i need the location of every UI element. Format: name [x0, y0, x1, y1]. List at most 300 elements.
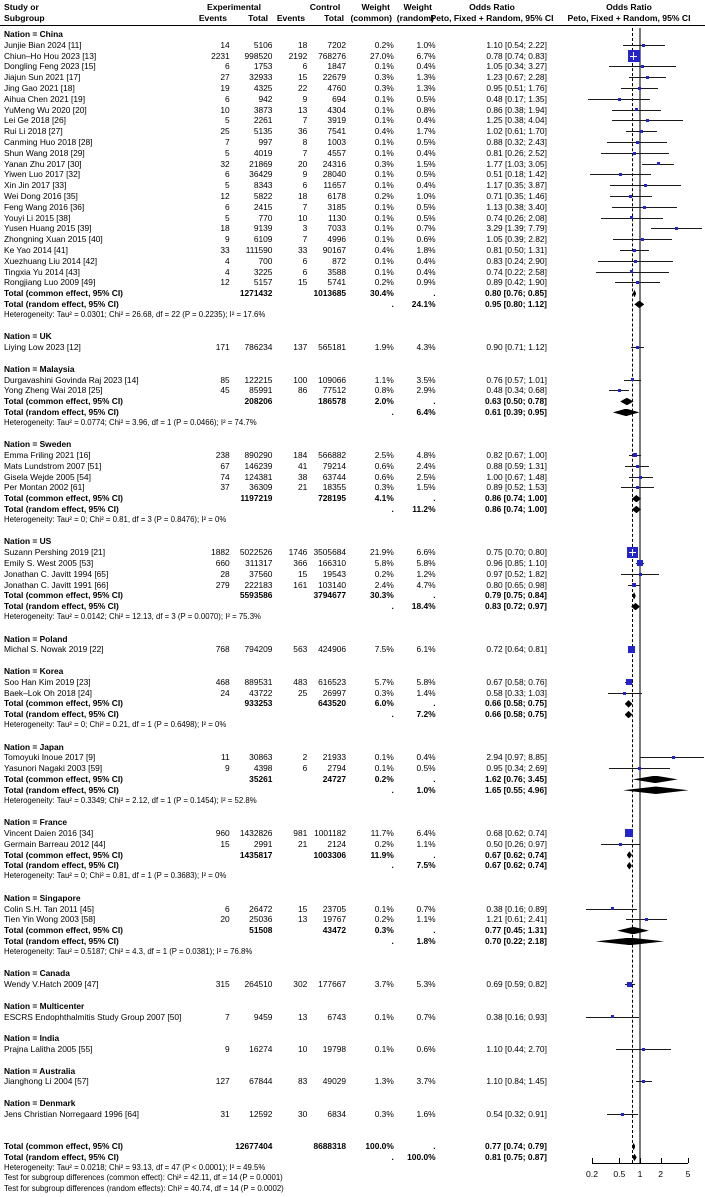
weight-common: 0.2%	[374, 568, 394, 579]
odds-ratio-text: 0.95 [0.51; 1.76]	[486, 82, 547, 93]
header-events-control: Events	[276, 13, 305, 23]
total-experimental: 1432826	[239, 827, 273, 838]
study-row	[0, 763, 705, 774]
events-experimental: 12	[220, 277, 230, 288]
odds-ratio-text: 1.10 [0.84; 1.45]	[486, 1076, 547, 1087]
plot-cell	[549, 482, 705, 493]
total-label: Total (random effect, 95% CI)	[4, 601, 119, 612]
total-experimental: 5135	[253, 126, 273, 137]
plot-cell	[549, 267, 705, 278]
effect-square	[627, 982, 632, 987]
total-experimental: 208206	[244, 396, 273, 407]
group-header-row	[0, 536, 705, 547]
weight-random: 1.8%	[416, 244, 436, 255]
plot-cell	[549, 407, 705, 418]
study-label: Mats Lundstrom 2007 [51]	[4, 460, 102, 471]
events-experimental: 660	[215, 558, 230, 569]
group-header-row	[0, 29, 705, 40]
effect-square	[643, 206, 646, 209]
study-row	[0, 547, 705, 558]
study-label: Rui Li 2018 [27]	[4, 126, 63, 137]
study-label: Yiwen Luo 2017 [32]	[4, 169, 81, 180]
effect-square	[638, 87, 641, 90]
events-control: 6	[302, 180, 308, 191]
spacer-row	[0, 655, 705, 666]
subgroup-total-row	[0, 504, 705, 515]
weight-random: 1.5%	[416, 158, 436, 169]
events-control: 13	[297, 914, 308, 925]
events-experimental: 468	[215, 676, 230, 687]
odds-ratio-text: 1.65 [0.55; 4.96]	[484, 784, 547, 795]
plot-cell	[549, 256, 705, 267]
study-label: Jiajun Sun 2021 [17]	[4, 72, 81, 83]
group-name: Nation = Canada	[4, 968, 70, 979]
weight-random: 0.4%	[416, 255, 436, 266]
heterogeneity-note: Heterogeneity: Tau² = 0.0142; Chi² = 12.13, df = 3 (P = 0.0070); I² = 75.3%	[4, 612, 261, 622]
events-control	[272, 299, 307, 310]
study-label: Gisela Wejde 2005 [54]	[4, 471, 91, 482]
plot-cell	[549, 342, 705, 353]
x-axis-tick	[592, 1158, 593, 1163]
total-control	[307, 299, 346, 310]
events-control: 21	[297, 482, 308, 493]
odds-ratio-text: 0.95 [0.80; 1.12]	[484, 298, 547, 309]
study-label: Feng Wang 2016 [36]	[4, 201, 85, 212]
events-experimental: 85	[220, 374, 230, 385]
plot-cell	[549, 450, 705, 461]
total-control	[307, 1152, 346, 1163]
events-experimental: 10	[220, 104, 230, 115]
study-row	[0, 40, 705, 51]
total-experimental: 3873	[253, 104, 273, 115]
plot-cell	[549, 40, 705, 51]
weight-random: 1.7%	[416, 126, 436, 137]
total-experimental: 1197219	[240, 493, 273, 504]
events-control: 15	[297, 72, 308, 83]
odds-ratio-text: 0.81 [0.75; 0.87]	[484, 1151, 547, 1162]
total-experimental: 770	[258, 212, 273, 223]
study-label: Colin S.H. Tan 2011 [45]	[4, 903, 95, 914]
plot-cell	[549, 580, 705, 591]
study-label: Tien Yin Wong 2003 [58]	[4, 914, 96, 925]
total-experimental: 146239	[244, 460, 273, 471]
study-row	[0, 688, 705, 699]
study-label: Emma Friling 2021 [16]	[4, 450, 91, 461]
total-control: 103140	[318, 579, 347, 590]
weight-random: 4.8%	[416, 450, 436, 461]
study-row	[0, 94, 705, 105]
total-control: 643520	[318, 698, 347, 709]
total-experimental: 12592	[249, 1108, 273, 1119]
total-label: Total (random effect, 95% CI)	[4, 860, 119, 871]
total-experimental: 25036	[249, 914, 273, 925]
events-control: 41	[297, 460, 308, 471]
study-label: Chiun–Ho Hou 2023 [13]	[4, 50, 97, 61]
study-label: Xuezhuang Liu 2014 [42]	[4, 255, 98, 266]
weight-random: .	[433, 396, 436, 407]
spacer-row	[0, 526, 705, 537]
events-experimental: 19	[220, 82, 230, 93]
spacer-row	[0, 623, 705, 634]
study-row	[0, 558, 705, 569]
group-header-row	[0, 1033, 705, 1044]
total-experimental: 997	[258, 136, 273, 147]
pooled-diamond	[617, 927, 649, 935]
effect-square	[630, 216, 633, 219]
weight-common: 0.1%	[374, 169, 394, 180]
group-name: Nation = Denmark	[4, 1097, 76, 1108]
weight-random: 3.5%	[416, 374, 436, 385]
weight-random: 5.3%	[416, 979, 436, 990]
total-control: 1001182	[314, 827, 347, 838]
total-experimental	[230, 709, 273, 720]
study-row	[0, 256, 705, 267]
weight-random: 0.5%	[416, 136, 436, 147]
events-experimental: 67	[220, 460, 230, 471]
weight-common: 0.1%	[374, 255, 394, 266]
odds-ratio-text: 0.79 [0.75; 0.84]	[484, 590, 547, 601]
study-label: Canming Huo 2018 [28]	[4, 136, 93, 147]
events-control	[272, 601, 307, 612]
total-experimental: 222183	[244, 579, 273, 590]
study-row	[0, 580, 705, 591]
events-control: 483	[293, 676, 308, 687]
header-events-experimental: Events	[198, 13, 227, 23]
pooled-diamond	[596, 938, 664, 946]
study-label: Youyi Li 2015 [38]	[4, 212, 71, 223]
events-experimental: 9	[225, 234, 230, 245]
x-axis-label: 2	[658, 1169, 664, 1179]
plot-cell	[549, 169, 705, 180]
header-total-control: Total	[324, 13, 344, 23]
plot-cell	[549, 72, 705, 83]
study-row	[0, 1012, 705, 1023]
weight-common: .	[391, 298, 394, 309]
subgroup-total-row	[0, 785, 705, 796]
events-experimental: 315	[215, 979, 230, 990]
odds-ratio-text: 0.63 [0.50; 0.78]	[484, 396, 547, 407]
total-control: 1013685	[313, 288, 347, 299]
events-experimental	[199, 774, 230, 785]
header-control: Control	[309, 2, 341, 12]
weight-random: 0.5%	[416, 212, 436, 223]
pooled-diamond	[634, 301, 644, 309]
weight-common: 0.1%	[374, 1043, 394, 1054]
weight-random: 7.5%	[416, 860, 436, 871]
x-axis-label: 1	[637, 1169, 643, 1179]
events-control	[272, 925, 307, 936]
total-experimental: 37560	[249, 568, 273, 579]
study-row	[0, 137, 705, 148]
effect-square	[632, 583, 636, 587]
events-control	[272, 860, 307, 871]
odds-ratio-text: 0.70 [0.22; 2.18]	[484, 935, 547, 946]
events-control: 9	[302, 169, 308, 180]
events-experimental: 7	[225, 136, 230, 147]
total-control: 3185	[327, 201, 347, 212]
events-experimental	[199, 936, 230, 947]
total-control: 79214	[322, 460, 347, 471]
events-experimental: 5	[225, 212, 230, 223]
pooled-diamond	[632, 592, 636, 600]
study-row	[0, 1044, 705, 1055]
total-experimental: 43722	[249, 687, 273, 698]
study-label: Jonathan C. Javitt 1994 [65]	[4, 568, 109, 579]
total-experimental: 67844	[249, 1076, 273, 1087]
events-control: 7	[302, 147, 308, 158]
study-row	[0, 223, 705, 234]
pooled-diamond	[632, 495, 641, 503]
study-label: Durgavashini Govinda Raj 2023 [14]	[4, 374, 139, 385]
study-row	[0, 191, 705, 202]
total-control	[307, 601, 346, 612]
total-experimental: 36429	[249, 169, 273, 180]
odds-ratio-text: 0.86 [0.38; 1.94]	[486, 104, 547, 115]
total-control	[307, 785, 346, 796]
effect-square	[618, 98, 621, 101]
study-row	[0, 828, 705, 839]
weight-common: 2.0%	[374, 396, 394, 407]
events-control: 9	[302, 93, 308, 104]
total-control: 28040	[322, 169, 347, 180]
study-label: Suzann Pershing 2019 [21]	[4, 547, 106, 558]
weight-common: 0.3%	[374, 925, 394, 936]
weight-common: 5.7%	[374, 676, 394, 687]
group-name: Nation = India	[4, 1033, 60, 1044]
odds-ratio-text: 0.50 [0.26; 0.97]	[486, 838, 547, 849]
total-control: 21933	[322, 752, 347, 763]
test-subgroup-random-note: Test for subgroup differences (random effects): Chi² = 40.74, df = 14 (P = 0.0002)	[4, 1184, 284, 1194]
odds-ratio-text: 1.05 [0.39; 2.82]	[486, 234, 547, 245]
plot-cell	[549, 763, 705, 774]
effect-square	[636, 141, 639, 144]
total-experimental: 21869	[249, 158, 273, 169]
plot-cell	[549, 472, 705, 483]
weight-common: 5.8%	[374, 558, 394, 569]
heterogeneity-note: Heterogeneity: Tau² = 0.3349; Chi² = 2.12, df = 1 (P = 0.1454); I² = 52.8%	[4, 795, 257, 805]
pooled-diamond	[633, 290, 637, 298]
events-control: 38	[297, 471, 308, 482]
effect-square	[633, 249, 636, 252]
weight-random: 2.4%	[416, 460, 436, 471]
group-header-row	[0, 1098, 705, 1109]
odds-ratio-text: 0.67 [0.62; 0.74]	[484, 849, 547, 860]
odds-ratio-text: 0.83 [0.72; 0.97]	[484, 601, 547, 612]
total-control: 7541	[327, 126, 347, 137]
effect-square	[646, 119, 649, 122]
group-header-row	[0, 634, 705, 645]
subgroup-total-row	[0, 407, 705, 418]
events-experimental	[199, 590, 230, 601]
total-control: 26997	[322, 687, 347, 698]
study-label: Tingxia Yu 2014 [43]	[4, 266, 80, 277]
weight-common: 0.8%	[374, 385, 394, 396]
pooled-diamond	[633, 776, 678, 784]
subgroup-total-row	[0, 493, 705, 504]
study-row	[0, 126, 705, 137]
pooled-diamond	[620, 398, 633, 406]
spacer-row	[0, 1087, 705, 1098]
group-header-row	[0, 893, 705, 904]
study-row	[0, 61, 705, 72]
study-row	[0, 180, 705, 191]
total-control: 24727	[322, 773, 347, 784]
effect-square	[629, 195, 632, 198]
odds-ratio-text: 1.21 [0.61; 2.41]	[486, 914, 547, 925]
study-row	[0, 839, 705, 850]
weight-common: .	[391, 1151, 394, 1162]
effect-square	[621, 1113, 624, 1116]
weight-random: .	[433, 590, 436, 601]
events-experimental: 12	[220, 190, 230, 201]
heterogeneity-row	[0, 720, 705, 731]
weight-common: 11.7%	[370, 827, 394, 838]
spacer-row	[0, 1119, 705, 1130]
study-row	[0, 677, 705, 688]
events-experimental: 14	[220, 39, 230, 50]
total-control	[307, 504, 346, 515]
weight-random: 1.6%	[416, 1108, 436, 1119]
study-row	[0, 342, 705, 353]
plot-cell	[549, 299, 705, 310]
subgroup-total-row	[0, 590, 705, 601]
weight-random: 6.1%	[416, 644, 436, 655]
weight-common: 0.1%	[374, 266, 394, 277]
events-experimental	[199, 925, 230, 936]
study-label: Per Montan 2002 [61]	[4, 482, 85, 493]
plot-cell	[549, 148, 705, 159]
total-experimental: 9459	[253, 1011, 273, 1022]
study-label: Michal S. Nowak 2019 [22]	[4, 644, 104, 655]
study-row	[0, 159, 705, 170]
group-header-row	[0, 968, 705, 979]
weight-random: 3.7%	[416, 1076, 436, 1087]
plot-cell	[549, 223, 705, 234]
total-control: 768276	[318, 50, 347, 61]
total-experimental	[230, 860, 273, 871]
total-control: 19543	[322, 568, 347, 579]
total-control: 3505684	[313, 547, 347, 558]
study-row	[0, 105, 705, 116]
events-control: 13	[297, 1011, 308, 1022]
weight-common: 2.5%	[374, 450, 394, 461]
total-experimental: 889531	[244, 676, 273, 687]
weight-common: .	[391, 709, 394, 720]
group-header-row	[0, 331, 705, 342]
total-experimental: 12677404	[235, 1141, 273, 1152]
effect-square	[633, 453, 637, 457]
total-control: 11657	[323, 180, 347, 191]
subgroup-total-row	[0, 299, 705, 310]
total-experimental	[230, 407, 273, 418]
study-label: Jianghong Li 2004 [57]	[4, 1076, 89, 1087]
odds-ratio-text: 0.77 [0.45; 1.31]	[484, 925, 547, 936]
plot-cell	[549, 385, 705, 396]
total-label: Total (common effect, 95% CI)	[4, 925, 123, 936]
odds-ratio-text: 0.95 [0.34; 2.69]	[486, 763, 547, 774]
study-row	[0, 461, 705, 472]
odds-ratio-text: 0.86 [0.74; 1.00]	[484, 493, 547, 504]
weight-random: 1.0%	[416, 39, 436, 50]
odds-ratio-text: 0.81 [0.26; 2.52]	[486, 147, 547, 158]
total-control: 43472	[322, 925, 347, 936]
odds-ratio-text: 0.69 [0.59; 0.82]	[486, 979, 547, 990]
total-experimental: 264510	[244, 979, 273, 990]
effect-square	[641, 65, 644, 68]
odds-ratio-text: 0.86 [0.74; 1.00]	[484, 504, 547, 515]
events-control: 25	[297, 687, 308, 698]
events-control: 366	[293, 558, 308, 569]
weight-random: 0.9%	[416, 277, 436, 288]
total-experimental: 786234	[244, 342, 273, 353]
events-experimental	[199, 299, 230, 310]
total-experimental: 933253	[244, 698, 273, 709]
subgroup-total-row	[0, 925, 705, 936]
spacer-row	[0, 731, 705, 742]
weight-common: .	[391, 601, 394, 612]
weight-common: 0.1%	[374, 147, 394, 158]
weight-common: 30.4%	[370, 288, 394, 299]
odds-ratio-text: 0.96 [0.85; 1.10]	[486, 558, 547, 569]
weight-common: 0.3%	[374, 1108, 394, 1119]
total-control: 6834	[327, 1108, 347, 1119]
plot-cell	[549, 569, 705, 580]
weight-common: 0.2%	[374, 39, 394, 50]
events-control: 3	[302, 223, 308, 234]
study-row	[0, 51, 705, 62]
events-control	[272, 1152, 307, 1163]
events-control: 15	[297, 903, 308, 914]
plot-cell	[549, 180, 705, 191]
pooled-diamond	[625, 700, 633, 708]
plot-cell	[549, 785, 705, 796]
study-row	[0, 1109, 705, 1120]
study-label: Yusen Huang 2015 [39]	[4, 223, 92, 234]
plot-cell	[549, 774, 705, 785]
odds-ratio-text: 1.77 [1.03; 3.05]	[486, 158, 547, 169]
header-weight-common-line2: (common)	[350, 13, 392, 23]
subgroup-total-row	[0, 698, 705, 709]
events-control: 36	[297, 126, 308, 137]
spacer-row	[0, 806, 705, 817]
total-experimental: 51508	[249, 925, 273, 936]
total-label: Total (common effect, 95% CI)	[4, 396, 123, 407]
events-experimental: 18	[220, 223, 230, 234]
pooled-diamond	[623, 786, 689, 794]
weight-common: 0.1%	[374, 212, 394, 223]
plot-cell	[549, 1044, 705, 1055]
events-experimental: 4	[225, 255, 230, 266]
weight-random: 1.2%	[416, 568, 436, 579]
header-study-line2: Subgroup	[4, 13, 45, 23]
odds-ratio-text: 2.94 [0.97; 8.85]	[486, 752, 547, 763]
effect-square	[618, 389, 621, 392]
group-header-row	[0, 666, 705, 677]
plot-cell	[549, 752, 705, 763]
events-experimental	[199, 850, 230, 861]
total-experimental	[230, 601, 273, 612]
weight-common: 0.1%	[374, 1011, 394, 1022]
heterogeneity-note: Heterogeneity: Tau² = 0; Chi² = 0.81, df = 3 (P = 0.8476); I² = 0%	[4, 514, 227, 524]
events-experimental: 5	[225, 115, 230, 126]
weight-common: 4.1%	[374, 493, 394, 504]
study-label: Junjie Bian 2024 [11]	[4, 39, 82, 50]
events-control	[272, 850, 307, 861]
odds-ratio-text: 0.38 [0.16; 0.93]	[486, 1011, 547, 1022]
events-experimental	[199, 601, 230, 612]
total-control: 694	[332, 93, 347, 104]
pooled-diamond	[625, 711, 633, 719]
